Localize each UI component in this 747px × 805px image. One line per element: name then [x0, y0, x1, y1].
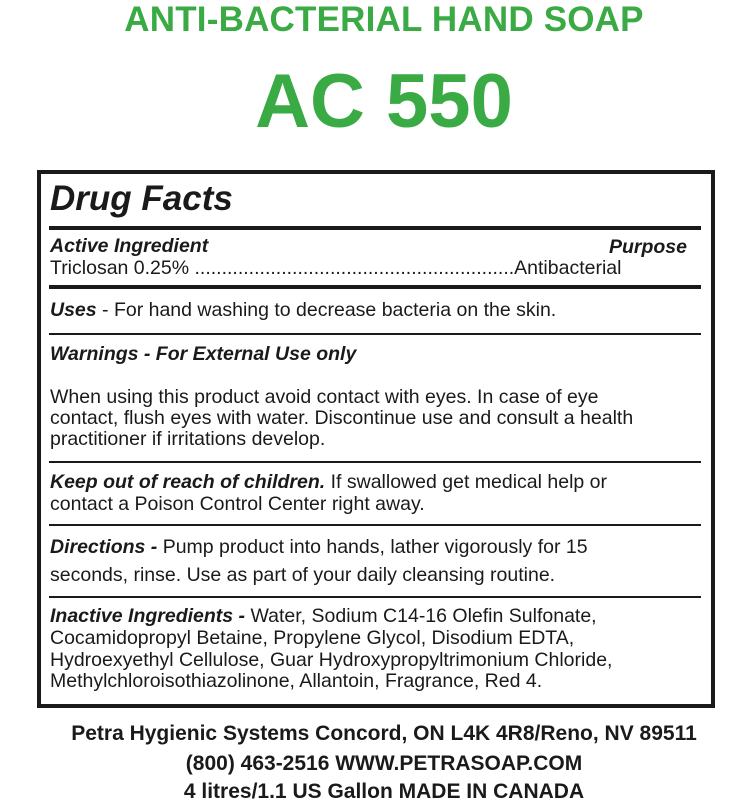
- warnings-line: contact, flush eyes with water. Discontinue use and consult a health: [50, 407, 634, 429]
- purpose-heading: Purpose: [608, 236, 687, 258]
- drug-facts-title: Drug Facts: [50, 179, 233, 218]
- divider-thin: [49, 524, 701, 526]
- footer-address: Petra Hygienic Systems Concord, ON L4K 4R8/Reno, NV 89511: [71, 722, 697, 745]
- product-name: ANTI-BACTERIAL HAND SOAP: [124, 0, 644, 39]
- keep-out-text: If swallowed get medical help or: [325, 471, 608, 493]
- footer-contact: (800) 463-2516 WWW.PETRASOAP.COM: [185, 752, 583, 775]
- inactive-heading: Inactive Ingredients -: [50, 605, 251, 627]
- warnings-line: When using this product avoid contact with eyes. In case of eye: [50, 386, 599, 408]
- inactive-text: Water, Sodium C14-16 Olefin Sulfonate,: [250, 605, 597, 627]
- keep-out-line: contact a Poison Control Center right away.: [50, 493, 425, 515]
- inactive-line: [50, 606, 597, 628]
- divider-thick: [49, 226, 701, 230]
- divider-thin: [49, 333, 701, 335]
- keep-out-heading: Keep out of reach of children.: [50, 471, 326, 493]
- directions-heading: Directions -: [50, 536, 163, 558]
- drug-facts-panel: [37, 170, 715, 708]
- divider-thick: [49, 285, 701, 289]
- divider-thin: [49, 596, 701, 598]
- uses-section: [50, 300, 556, 322]
- footer-volume: 4 litres/1.1 US Gallon MADE IN CANADA: [183, 780, 585, 803]
- directions-line: [50, 537, 588, 559]
- uses-heading: Uses: [50, 299, 97, 321]
- warnings-heading: Warnings - For External Use only: [50, 343, 357, 365]
- directions-line: seconds, rinse. Use as part of your daily cleansing routine.: [50, 564, 556, 586]
- divider-thin: [49, 461, 701, 463]
- active-ingredient-heading: Active Ingredient: [50, 235, 209, 257]
- inactive-line: Cocamidopropyl Betaine, Propylene Glycol, Disodium EDTA,: [50, 627, 575, 649]
- keep-out-line: [50, 472, 607, 494]
- product-code: AC 550: [255, 59, 513, 144]
- inactive-line: Methylchloroisothiazolinone, Allantoin, Fragrance, Red 4.: [50, 670, 543, 692]
- directions-text: Pump product into hands, lather vigorously for 15: [162, 536, 588, 558]
- active-ingredient-line: Triclosan 0.25% ...........................................................Antibacterial: [50, 257, 622, 279]
- inactive-line: Hydroexyethyl Cellulose, Guar Hydroxypropyltrimonium Chloride,: [50, 649, 613, 671]
- warnings-line: practitioner if irritations develop.: [50, 428, 326, 450]
- uses-text: - For hand washing to decrease bacteria on the skin.: [96, 299, 557, 321]
